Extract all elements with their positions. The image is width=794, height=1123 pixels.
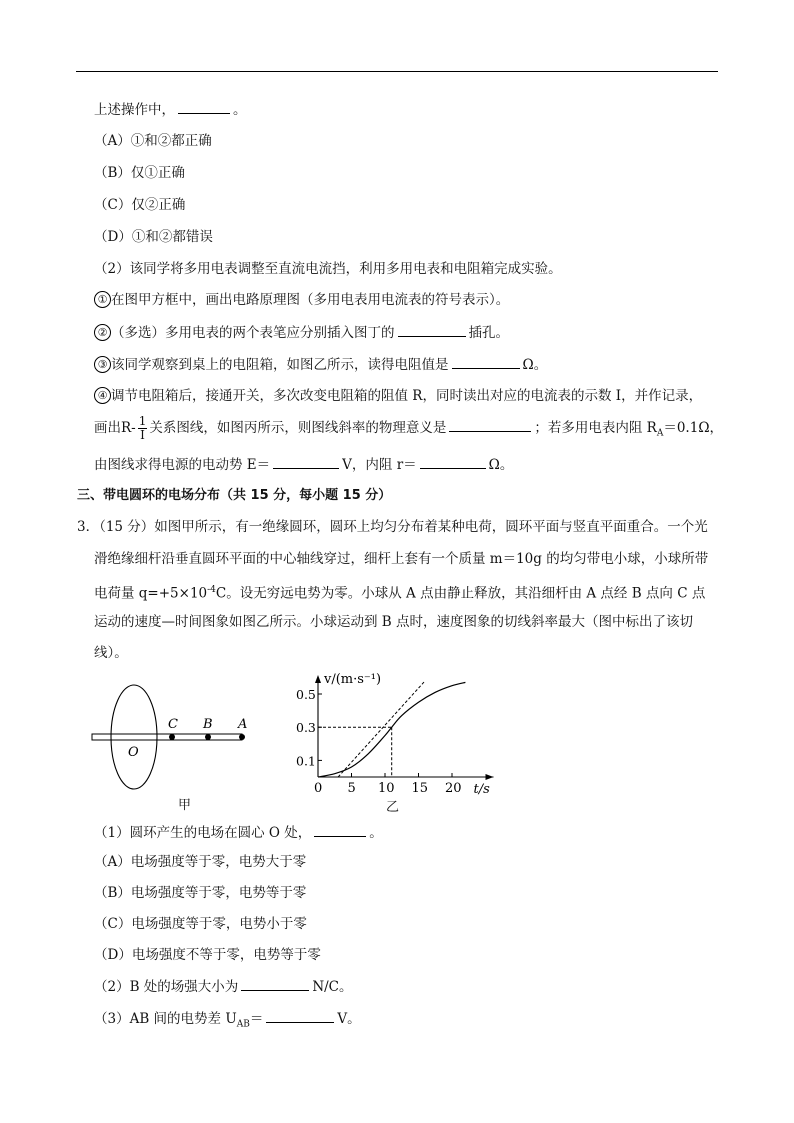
x-tick-label: 5 <box>347 781 356 796</box>
part2-item1: ① 在图甲方框中，画出电路原理图（多用电表用电流表的符号表示）。 <box>94 290 509 310</box>
part2-item4-line3: 由图线求得电源的电动势 E＝ V，内阻 r＝ Ω。 <box>94 454 513 475</box>
figure-jia-ring-rod <box>90 665 250 815</box>
header-rule <box>76 71 718 72</box>
q3-stem-line5: 线）。 <box>94 645 128 661</box>
x-axis-arrow <box>486 774 494 780</box>
q3-sub2: （2）B 处的场强大小为 N/C。 <box>94 976 353 997</box>
q3-stem-line3: 电荷量 $q=+5\times 10^{-4}C$。设无穷远电势为零。小球从 A 点由静止释放，其沿细杆由 A 点经 B 点向 C 点 <box>94 585 706 602</box>
answer-blank[interactable] <box>398 322 466 337</box>
x-axis-label: t/s <box>473 782 490 797</box>
q1-stem: 上述操作中， 。 <box>94 99 247 120</box>
q3-option-c: （C）电场强度等于零，电势小于零 <box>94 916 307 932</box>
charged-ring <box>111 685 157 789</box>
point-b-dot <box>205 734 211 740</box>
figure-jia-caption: 甲 <box>178 798 192 813</box>
section-3-heading: 三、带电圆环的电场分布（共 15 分，每小题 15 分） <box>77 488 392 503</box>
label-a: A <box>238 717 248 732</box>
answer-blank[interactable] <box>241 976 309 991</box>
q1-option-b: （B）仅①正确 <box>94 165 185 181</box>
q1-option-d: （D）①和②都错误 <box>94 229 213 245</box>
point-a-dot <box>239 734 245 740</box>
circled-number: ① <box>94 291 111 308</box>
answer-blank[interactable] <box>266 1008 334 1023</box>
circled-number: ④ <box>94 387 111 404</box>
q3-sub3: （3）AB 间的电势差 $U_{AB}= V$。 <box>94 1008 361 1035</box>
circled-number: ② <box>94 324 111 341</box>
answer-blank[interactable] <box>178 99 230 114</box>
point-c-dot <box>169 734 175 740</box>
q1-option-c: （C）仅②正确 <box>94 197 186 213</box>
answer-blank[interactable] <box>273 454 339 469</box>
y-axis-label: v/(m·s⁻¹) <box>324 672 382 687</box>
answer-blank[interactable] <box>314 822 366 837</box>
answer-blank[interactable] <box>449 417 531 432</box>
label-b: B <box>203 717 213 732</box>
q3-option-a: （A）电场强度等于零，电势大于零 <box>94 854 307 870</box>
part2-intro: （2）该同学将多用电表调整至直流电流挡，利用多用电表和电阻箱完成实验。 <box>94 261 562 277</box>
tangent-line <box>338 681 425 777</box>
x-tick-label: 15 <box>411 781 429 796</box>
figure-yi-vt-chart <box>290 665 510 805</box>
y-tick-label: 0.1 <box>296 753 316 769</box>
q1-option-a: （A）①和②都正确 <box>94 133 212 149</box>
label-c: C <box>168 717 178 732</box>
circled-number: ③ <box>94 356 111 373</box>
figure-yi-caption: 乙 <box>386 800 400 815</box>
part2-item4: ④ 调节电阻箱后，接通开关，多次改变电阻箱的阻值 R，同时读出对应的电流表的示数 I，并作记录， <box>94 386 702 406</box>
part2-item2: ② （多选）多用电表的两个表笔应分别插入图丁的 插孔。 <box>94 322 509 343</box>
x-tick-label: 10 <box>378 781 395 796</box>
q3-stem-line1: 3．（15 分）如图甲所示，有一绝缘圆环，圆环上均匀分布着某种电荷，圆环平面与竖直平面重合。一个光 <box>77 519 708 535</box>
fraction-1-over-i: $\frac{1}{I}$ <box>138 414 147 442</box>
part2-item4-line2: 画出R- $\frac{1}{I}$ 关系图线，如图丙所示，则图线斜率的物理意义是 ；若多用电表内阻 $R_A=0.1\Omega$， <box>94 414 724 442</box>
part2-item3: ③ 该同学观察到桌上的电阻箱，如图乙所示，读得电阻值是 Ω。 <box>94 354 547 375</box>
label-o: O <box>128 745 139 760</box>
x-tick-label: 20 <box>445 781 462 796</box>
y-tick-label: 0.3 <box>296 720 316 736</box>
q3-option-d: （D）电场强度不等于零，电势等于零 <box>94 947 321 963</box>
q3-stem-line2: 滑绝缘细杆沿垂直圆环平面的中心轴线穿过，细杆上套有一个质量 m＝10g 的均匀带电小球，小球所带 <box>94 551 709 567</box>
q3-stem-line4: 运动的速度—时间图象如图乙所示。小球运动到 B 点时，速度图象的切线斜率最大（图中标出了该切 <box>94 614 694 630</box>
answer-blank[interactable] <box>420 454 486 469</box>
q3-sub1: （1）圆环产生的电场在圆心 O 处， 。 <box>94 822 383 843</box>
y-tick-label: 0.5 <box>296 687 316 702</box>
answer-blank[interactable] <box>452 354 520 369</box>
y-axis-arrow <box>315 675 321 683</box>
x-tick-label: 0 <box>314 781 323 796</box>
q3-option-b: （B）电场强度等于零，电势等于零 <box>94 885 307 901</box>
